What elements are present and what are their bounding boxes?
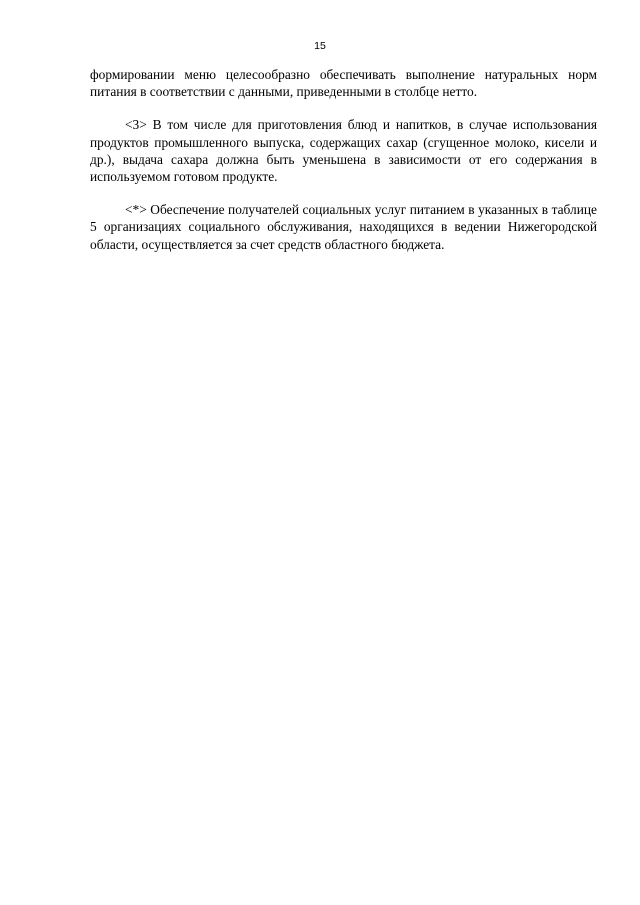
page-number: 15 [314,40,326,52]
footnote-3-paragraph: <3> В том числе для приготовления блюд и напитков, в случае использования продуктов промышленного выпуска, содержащих сахар (сгущенное молоко, кисели и др.), выдача сахара должна быть уменьшена в зависимости от его содержания в используемом готовом продукте. [90,117,597,185]
paragraph-continuation: формировании меню целесообразно обеспечивать выполнение натуральных норм питания в соответствии с данными, приведенными в столбце нетто. [90,67,597,100]
footnote-asterisk-paragraph: <*> Обеспечение получателей социальных услуг питанием в указанных в таблице 5 организациях социального обслуживания, находящихся в ведении Нижегородской области, осуществляется за счет средств областного бюджета. [90,202,597,252]
document-body [90,66,597,269]
